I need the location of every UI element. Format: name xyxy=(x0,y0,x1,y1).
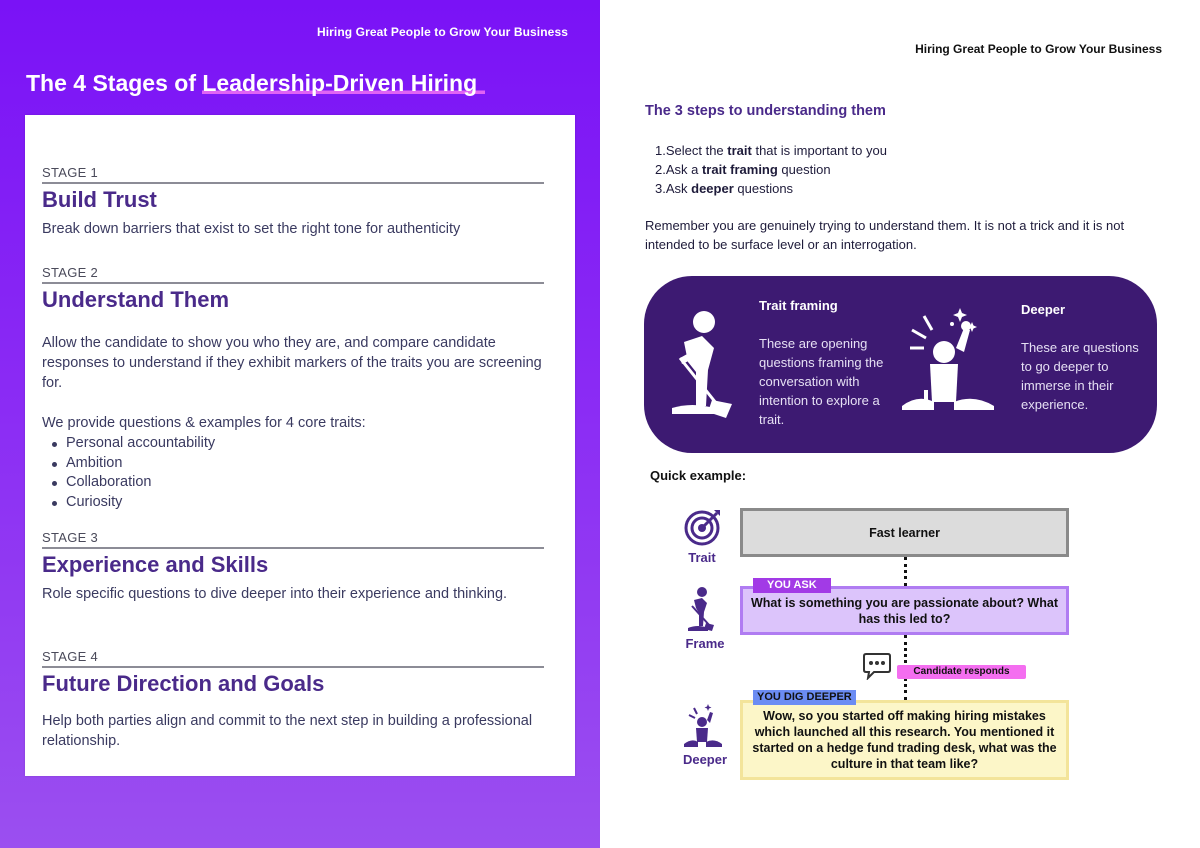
trait-framing-deeper-panel xyxy=(644,276,1157,453)
digging-person-icon xyxy=(662,308,750,420)
right-page-header: Hiring Great People to Grow Your Business xyxy=(915,42,1162,56)
stage-description: Role specific questions to dive deeper into their experience and thinking. xyxy=(42,586,508,602)
main-title xyxy=(26,70,485,97)
list-item xyxy=(655,141,887,160)
step-keyword: trait xyxy=(727,143,752,158)
step-text: that is important to you xyxy=(751,143,887,158)
traits-intro: We provide questions & examples for 4 core traits: xyxy=(42,415,366,431)
stage-1 xyxy=(42,165,544,239)
stage-2 xyxy=(42,265,544,513)
step-number: 1. xyxy=(655,143,666,158)
step-number: 2. xyxy=(655,162,666,177)
celebrating-person-icon xyxy=(682,702,724,748)
step-text: questions xyxy=(733,181,794,196)
stage-4 xyxy=(42,649,544,751)
frame-label: Frame xyxy=(685,636,725,651)
steps-heading: The 3 steps to understanding them xyxy=(645,103,886,119)
stage-title: Build Trust xyxy=(42,187,157,212)
stage-label: STAGE 3 xyxy=(42,530,544,549)
trait-label: Trait xyxy=(688,550,716,565)
step-number: 3. xyxy=(655,181,666,196)
you-ask-tag: YOU ASK xyxy=(753,578,831,593)
stage-3 xyxy=(42,530,544,604)
you-dig-deeper-tag: YOU DIG DEEPER xyxy=(753,690,856,705)
frame-box: What is something you are passionate about? What has this led to? xyxy=(740,586,1069,635)
step-text: question xyxy=(777,162,831,177)
deeper-text: These are questions to go deeper to immerse in their experience. xyxy=(1021,340,1139,412)
stage-title: Understand Them xyxy=(42,287,230,312)
list-item: Ambition xyxy=(42,454,544,474)
stage-description: Help both parties align and commit to the next step in building a professional relationship. xyxy=(42,713,533,749)
stage-title: Future Direction and Goals xyxy=(42,671,325,696)
left-page-header: Hiring Great People to Grow Your Business xyxy=(316,25,568,39)
traits-list xyxy=(42,434,544,513)
stage-description: Break down barriers that exist to set the right tone for authenticity xyxy=(42,221,461,237)
main-title-highlight: Leadership-Driven Hiring xyxy=(202,70,485,96)
list-item xyxy=(655,160,887,179)
deeper-title: Deeper xyxy=(1021,302,1066,317)
trait-framing-text: These are opening questions framing the conversation with intention to explore a trait. xyxy=(759,336,884,427)
deeper-box: Wow, so you started off making hiring mistakes which launched all this research. You mentioned it started on a hedge fund trading desk, what was the culture in that team like? xyxy=(740,700,1069,780)
list-item: Curiosity xyxy=(42,493,544,513)
list-item: Collaboration xyxy=(42,473,544,493)
main-title-prefix: The 4 Stages of xyxy=(26,70,203,96)
stage-description: Allow the candidate to show you who they are, and compare candidate responses to understand if they exhibit markers of the traits you are screening for. xyxy=(42,335,542,391)
step-keyword: trait framing xyxy=(701,162,778,177)
step-text: Ask xyxy=(665,181,692,196)
target-icon xyxy=(684,508,722,546)
deeper-label: Deeper xyxy=(682,752,728,767)
stage-title: Experience and Skills xyxy=(42,552,269,577)
stage-label: STAGE 1 xyxy=(42,165,544,184)
list-item: Personal accountability xyxy=(42,434,544,454)
quick-example-heading: Quick example: xyxy=(650,468,747,483)
step-text: Ask a xyxy=(665,162,702,177)
stage-label: STAGE 4 xyxy=(42,649,544,668)
chat-bubble-icon xyxy=(862,652,892,680)
remember-paragraph: Remember you are genuinely trying to understand them. It is not a trick and it is not intended to be surface level or an interrogation. xyxy=(645,218,1125,252)
list-item xyxy=(655,179,887,198)
stages-card xyxy=(25,115,575,776)
candidate-responds-tag: Candidate responds xyxy=(897,665,1026,679)
steps-list xyxy=(655,141,887,198)
stage-label: STAGE 2 xyxy=(42,265,544,284)
trait-box: Fast learner xyxy=(740,508,1069,557)
step-keyword: deeper xyxy=(691,181,734,196)
celebrating-person-icon xyxy=(894,302,1004,420)
connector-dots xyxy=(904,557,907,586)
step-text: Select the xyxy=(665,143,728,158)
trait-framing-title: Trait framing xyxy=(759,298,838,313)
digging-person-icon xyxy=(686,586,720,632)
